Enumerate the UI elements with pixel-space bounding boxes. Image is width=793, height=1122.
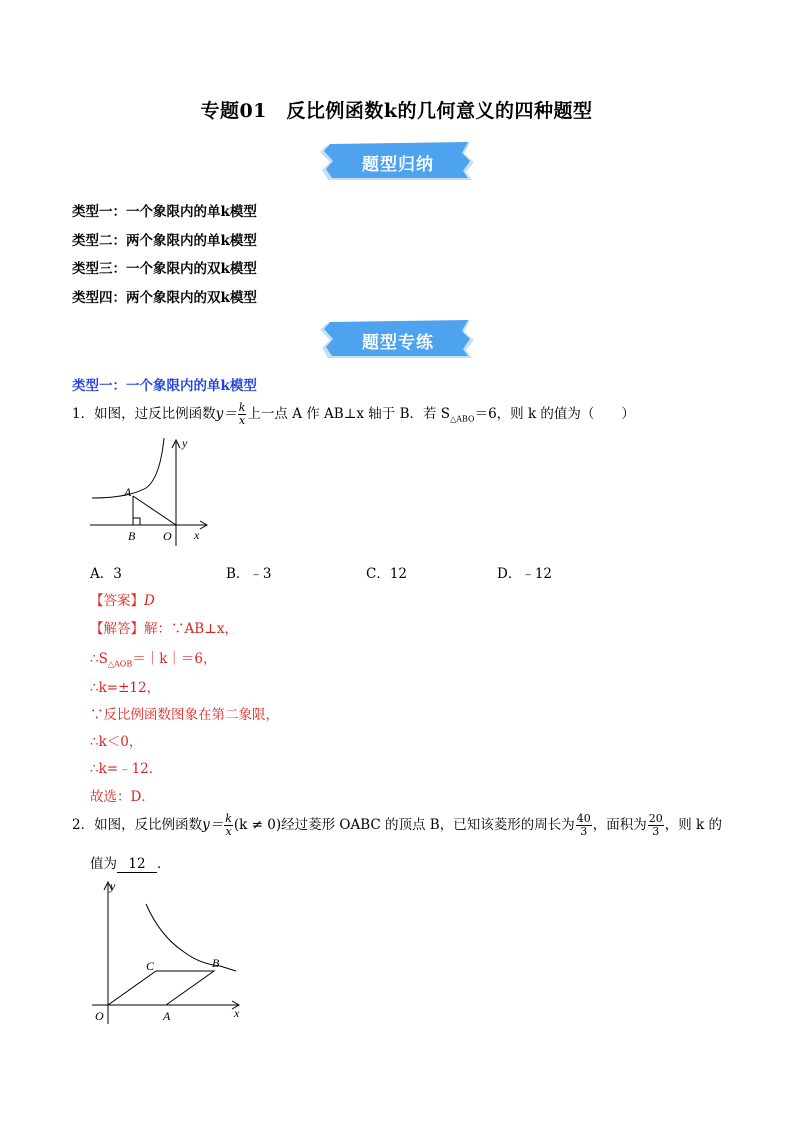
q1-figure [88, 436, 213, 548]
solution-line-1 [90, 617, 238, 637]
q2-figure [88, 874, 248, 1026]
page-title: 专题01 反比例函数k的几何意义的四种题型 [200, 100, 593, 122]
banner-summary-label: 题型归纳 [362, 155, 434, 175]
q2-function: y＝ [202, 817, 224, 833]
q2-frac-num: k [225, 812, 232, 825]
banner-summary [318, 140, 478, 182]
q2-label-o: O [95, 1009, 104, 1023]
q1-frac-den: x [238, 414, 246, 427]
solution-line-5: ∴k＜0， [90, 734, 143, 750]
solution-line-7: 故选：D． [90, 789, 155, 805]
q2-area-den: 3 [652, 825, 660, 838]
question-1 [72, 402, 635, 427]
option-d: D．﹣12 [497, 566, 553, 582]
q1-answer [90, 589, 155, 609]
q1-label-b: B [128, 529, 136, 543]
q1-label-x: x [194, 528, 200, 542]
solution-line-4: ∵反比例函数图象在第二象限， [90, 707, 279, 723]
solution-text: ∴S [90, 651, 108, 667]
q2-fraction [224, 813, 233, 838]
banner-practice-label: 题型专练 [362, 333, 434, 353]
q2-condition: (k ≠ 0) [233, 817, 282, 833]
q2-perimeter-fraction [576, 813, 592, 838]
type-item-3: 类型三：一个象限内的双k模型 [72, 261, 257, 277]
q1-subscript: △ABO [450, 414, 475, 424]
solution-label: 【解答】 [90, 621, 144, 637]
q2-label-c: C [146, 959, 155, 973]
q1-function: y＝ [215, 406, 237, 422]
section-heading: 类型一：一个象限内的单k模型 [72, 378, 257, 394]
solution-text: 解：∵AB⊥x， [144, 621, 238, 637]
q2-mid: 经过菱形 OABC 的顶点 B，已知该菱形的周长为 [281, 817, 575, 833]
answer-label: 【答案】 [90, 593, 144, 609]
q2-perim-num: 40 [576, 812, 591, 825]
q2-label-x-axis: x [234, 1006, 240, 1020]
q2-line2-suffix: ． [157, 856, 171, 872]
q2-answer-blank: 12 [117, 856, 157, 873]
q2-label-b: B [212, 956, 220, 970]
solution-subscript: △AOB [107, 659, 133, 669]
q2-hyperbola-curve [146, 904, 236, 971]
q1-label-o: O [163, 529, 172, 543]
q2-label-y-axis: y [110, 879, 116, 893]
q2-line2-prefix: 值为 [90, 856, 117, 872]
solution-line-6: ∴k=﹣12． [90, 761, 163, 777]
solution-line-2 [90, 647, 217, 669]
q1-label-y: y [182, 436, 188, 450]
solution-text: ＝｜k｜＝6， [132, 651, 217, 667]
answer-value: D [144, 593, 155, 609]
q1-label-a: A [124, 485, 132, 499]
option-c: C．12 [366, 566, 408, 582]
q1-frac-num: k [238, 401, 246, 414]
q2-perim-den: 3 [580, 825, 588, 838]
option-b: B．﹣3 [226, 566, 272, 582]
q1-right-angle-mark [133, 518, 140, 525]
q2-label-a: A [163, 1009, 171, 1023]
q1-mid: 上一点 A 作 AB⊥x 轴于 B．若 S [247, 406, 451, 422]
q2-prefix: 2．如图，反比例函数 [72, 817, 203, 833]
q2-area-fraction [648, 813, 664, 838]
q1-suffix: ＝6，则 k 的值为（ ） [474, 406, 635, 422]
q2-mid2: ，面积为 [592, 817, 647, 833]
q1-prefix: 1．如图，过反比例函数 [72, 406, 216, 422]
q2-area-num: 20 [648, 812, 663, 825]
solution-line-3: ∴k=±12， [90, 680, 161, 696]
question-2 [72, 813, 722, 838]
question-2-line-2 [90, 852, 171, 873]
option-a: A．3 [90, 566, 122, 582]
q2-suffix: ，则 k 的 [664, 817, 722, 833]
q2-rhombus [108, 971, 214, 1005]
type-item-4: 类型四：两个象限内的双k模型 [72, 290, 257, 306]
q1-segment-ao [133, 496, 176, 525]
type-item-2: 类型二：两个象限内的单k模型 [72, 233, 257, 249]
type-item-1: 类型一：一个象限内的单k模型 [72, 204, 257, 220]
q1-fraction [238, 402, 247, 427]
q2-frac-den: x [225, 825, 232, 838]
banner-practice [318, 318, 478, 360]
